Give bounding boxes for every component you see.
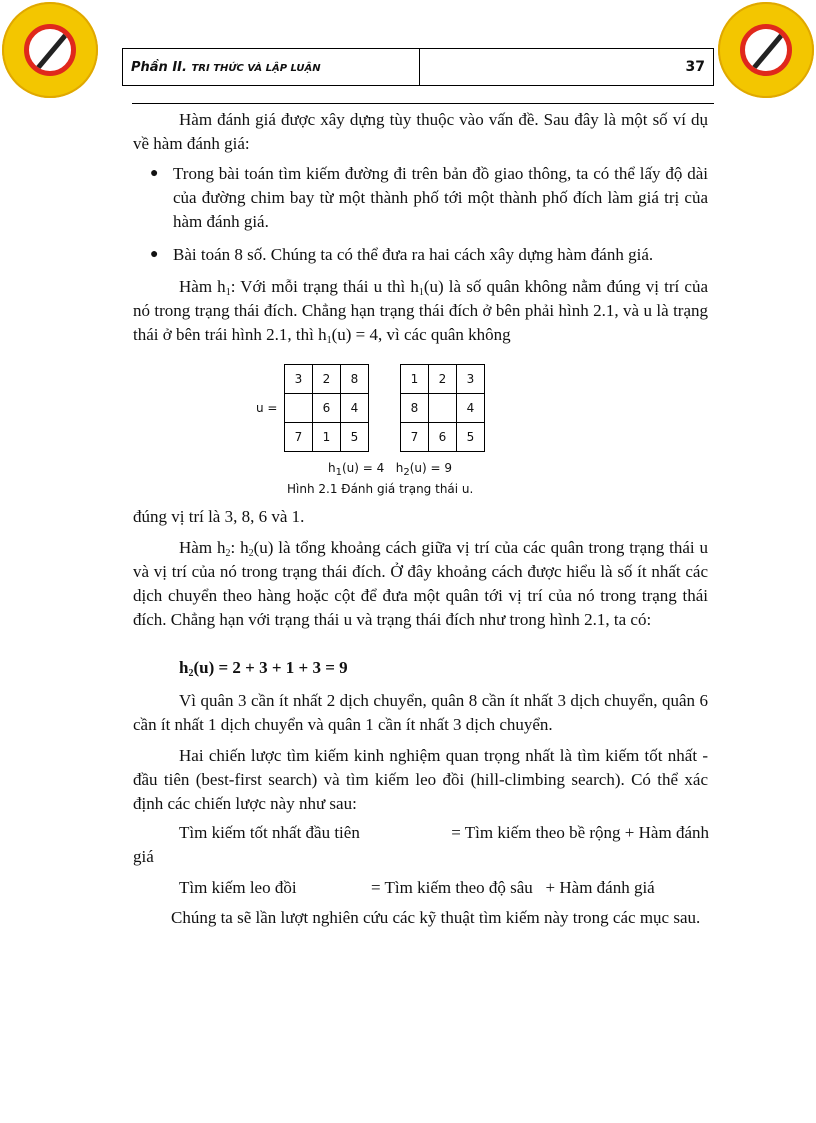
- page-number: 37: [685, 59, 705, 75]
- header-rule: [132, 103, 714, 104]
- u-label: u =: [256, 401, 278, 415]
- definition-hill-climbing-right: = Tìm kiếm theo độ sâu + Hàm đánh giá: [371, 878, 655, 897]
- figure-values: $h_1(u) = 4$ $h_2(u) = 9$: [328, 461, 453, 478]
- paragraph-intro: Hàm đánh giá được xây dựng tùy thuộc vào vấn đề. Sau đây là một số ví dụ về hàm đánh giá:: [133, 110, 708, 153]
- goal-state-grid: 1 2 3 8 4 7 6 5: [400, 364, 485, 452]
- definition-hill-climbing-left: Tìm kiếm leo đồi: [179, 878, 297, 897]
- paragraph-h1: Hàm $h_1$: Với mỗi trạng thái u thì $h_1(u)$ là số quân không nằm đúng vị trí của nó trong trạng thái đích. Chẳng hạn trạng thái đích ở bên phải hình 2.1, và u là trạng thái ở bên trái hình 2.1, thì $h_1(u) = 4$, vì các quân không: [133, 277, 708, 346]
- paragraph-closing: Chúng ta sẽ lần lượt nghiên cứu các kỹ thuật tìm kiếm này trong các mục sau.: [171, 908, 701, 927]
- definition-best-first-cont: giá: [133, 847, 154, 866]
- state-u-grid: 3 2 8 6 4 7 1 5: [284, 364, 369, 452]
- definition-best-first-left: Tìm kiếm tốt nhất đầu tiên: [179, 823, 360, 842]
- paragraph-explanation: Vì quân 3 cần ít nhất 2 dịch chuyển, quân 8 cần ít nhất 3 dịch chuyển, quân 6 cần ít nhất 1 dịch chuyển và quân 1 cần ít nhất 3 dịch chuyển.: [133, 691, 708, 734]
- no-sign-icon: [740, 24, 792, 76]
- figure-caption: Hình 2.1 Đánh giá trạng thái u.: [287, 482, 474, 496]
- bullet-icon: ●: [150, 247, 159, 262]
- watermark-text: [8, 36, 92, 57]
- page-header: [122, 48, 714, 86]
- paragraph-strategies: Hai chiến lược tìm kiếm kinh nghiệm quan trọng nhất là tìm kiếm tốt nhất - đầu tiên (best-first search) và tìm kiếm leo đồi (hill-climbing search). Có thể xác định các chiến lược này như sau:: [133, 746, 708, 813]
- paragraph-h2: Hàm $h_2$: $h_2(u)$ là tổng khoảng cách giữa vị trí của các quân trong trạng thái u và vị trí của nó trong trạng thái đích. Ở đây khoảng cách được hiểu là số ít nhất các dịch chuyển theo hàng hoặc cột để đưa một quân tới vị trí của nó trong trạng thái đích. Chẳng hạn với trạng thái u và trạng thái đích như trong hình 2.1, ta có:: [133, 538, 709, 629]
- watermark-badge-left[interactable]: [2, 2, 98, 98]
- bullet-icon: ●: [150, 166, 159, 181]
- definition-best-first-right: = Tìm kiếm theo bề rộng + Hàm đánh: [451, 823, 709, 842]
- paragraph-continued: đúng vị trí là 3, 8, 6 và 1.: [133, 507, 305, 526]
- bullet-item: Bài toán 8 số. Chúng ta có thể đưa ra hai cách xây dựng hàm đánh giá.: [173, 245, 654, 264]
- header-title: Phần II. TRI THỨC VÀ LẬP LUẬN: [131, 60, 321, 75]
- bullet-item: Trong bài toán tìm kiếm đường đi trên bản đồ giao thông, ta có thể lấy độ dài của đường chim bay từ một thành phố tới một thành phố đích làm giá trị của hàm đánh giá.: [173, 164, 708, 231]
- watermark-badge-right[interactable]: [718, 2, 814, 98]
- formula: $h_2(u) = 2 + 3 + 1 + 3 = 9$: [179, 658, 348, 679]
